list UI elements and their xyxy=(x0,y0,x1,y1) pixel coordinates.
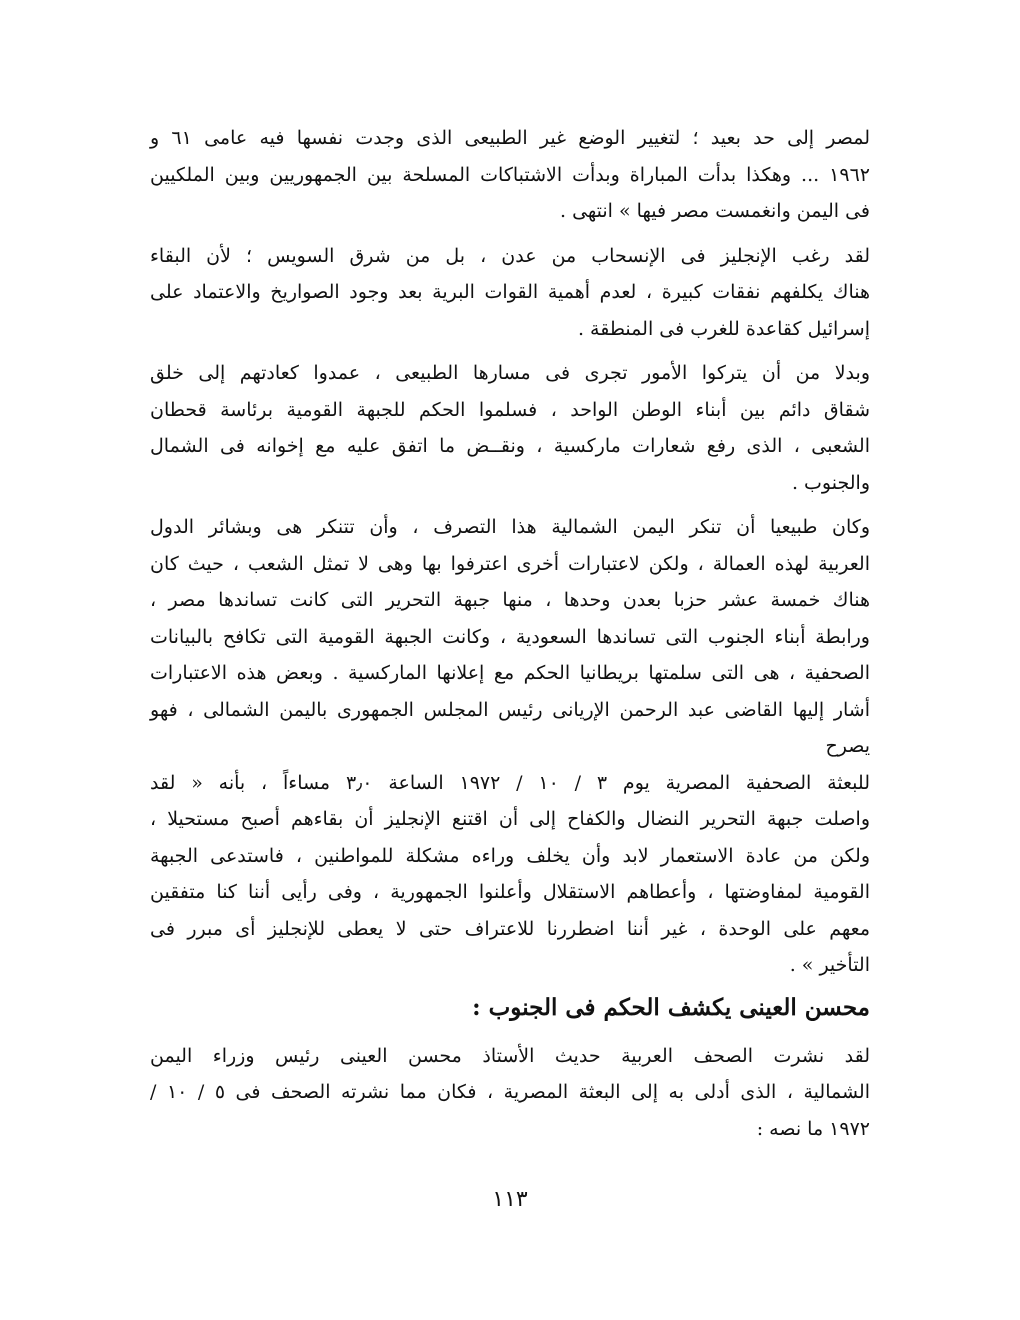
text-line: لقد رغب الإنجليز فى الإنسحاب من عدن ، بل من شرق السويس ؛ لأن البقاء xyxy=(150,244,870,267)
text-line: هناك خمسة عشر حزبا بعدن وحدها ، منها جبهة التحرير التى كانت تساندها مصر ، xyxy=(150,589,870,611)
text-line: أشار إليها القاضى عبد الرحمن الإريانى رئيس المجلس الجمهورى باليمن الشمالى ، فهو يصرح xyxy=(150,698,870,757)
text-line: فى اليمن وانغمست مصر فيها » انتهى . xyxy=(559,200,870,222)
text-line: ولكن من عادة الاستعمار لابد وأن يخلف وراءه مشكلة للمواطنين ، فاستدعى الجبهة xyxy=(150,844,870,867)
paragraph-3 xyxy=(150,355,870,501)
text-line: هناك يكلفهم نفقات كبيرة ، لعدم أهمية القوات البرية بعد وجود الصواريخ والاعتماد على xyxy=(150,281,870,303)
text-line: الصحفية ، هى التى سلمتها بريطانيا الحكم مع إعلانها الماركسية . وبعض هذه الاعتبارات xyxy=(150,662,870,684)
text-line: واصلت جبهة التحرير النضال والكفاح إلى أن اقتنع الإنجليز أن بقاءهم أصبح مستحيلا ، xyxy=(150,808,870,830)
text-line: شقاق دائم بين أبناء الوطن الواحد ، فسلموا الحكم للجبهة القومية برئاسة قحطان xyxy=(150,398,870,421)
page-number: ١١٣ xyxy=(492,1187,528,1212)
text-line: للبعثة الصحفية المصرية يوم ٣ / ١٠ / ١٩٧٢ الساعة ٣٫٠ مساءاً ، بأنه « لقد xyxy=(150,771,870,794)
text-line: لمصر إلى حد بعيد ؛ لتغيير الوضع غير الطبيعى الذى وجدت نفسها فيه عامى ٦١ و xyxy=(150,127,870,149)
paragraph-2 xyxy=(150,238,870,348)
text-line: والجنوب . xyxy=(791,471,870,494)
text-line: وبدلا من أن يتركوا الأمور تجرى فى مسارها الطبيعى ، عمدوا كعادتهم إلى خلق xyxy=(150,362,870,384)
text-line: وكان طبيعيا أن تنكر اليمن الشمالية هذا التصرف ، وأن تتنكر هى وبشائر الدول xyxy=(150,516,870,538)
text-line: ١٩٧٢ ما نصه : xyxy=(756,1117,870,1140)
text-line: القومية لمفاوضتها ، وأعطاهم الاستقلال وأعلنوا الجمهورية ، وفى رأيى أننا كنا متفقين xyxy=(150,881,870,903)
text-line: ١٩٦٢ ... وهكذا بدأت المباراة وبدأت الاشتباكات المسلحة بين الجمهوريين وبين الملكيين xyxy=(150,163,870,186)
paragraph-4 xyxy=(150,509,870,984)
text-line: الشعبى ، الذى رفع شعارات ماركسية ، ونقــض ما اتفق عليه مع إخوانه فى الشمال xyxy=(150,435,870,457)
text-line: إسرائيل كقاعدة للغرب فى المنطقة . xyxy=(577,317,870,340)
text-line: معهم على الوحدة ، غير أننا اضطررنا للاعتراف حتى لا يعطى للإنجليز أى مبرر فى xyxy=(150,917,870,940)
text-line: ورابطة أبناء الجنوب التى تساندها السعودية ، وكانت الجبهة القومية التى تكافح بالبيانات xyxy=(150,625,870,648)
paragraph-5 xyxy=(150,1038,870,1148)
section-heading: محسن العينى يكشف الحكم فى الجنوب : xyxy=(472,993,870,1021)
text-line: لقد نشرت الصحف العربية حديث الأستاذ محسن العينى رئيس وزراء اليمن xyxy=(150,1044,870,1067)
text-line: العربية لهذه العمالة ، ولكن لاعتبارات أخرى اعترفوا بها وهى لا تمثل الشعب ، حيث كان xyxy=(150,552,870,575)
paragraph-1 xyxy=(150,120,870,230)
document-body xyxy=(150,120,870,1147)
text-line: التأخير » . xyxy=(789,954,870,976)
text-line: الشمالية ، الذى أدلى به إلى البعثة المصرية ، فكان مما نشرته الصحف فى ٥ / ١٠ / xyxy=(150,1081,870,1103)
